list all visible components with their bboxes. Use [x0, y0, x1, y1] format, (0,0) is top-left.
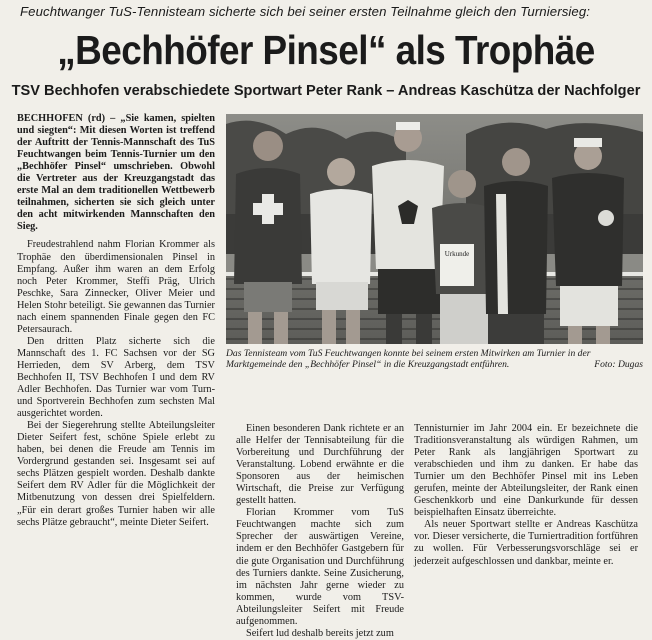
article-column-3 [414, 423, 638, 568]
certificate-text: Urkunde [444, 250, 470, 258]
body-paragraph: Den dritten Platz sicherte sich die Mannschaft des 1. FC Sachsen vor der SG Herrieden, dem SV Arberg, dem TSV Bechhofen II, TSV Bechhofen I und dem RV Adler Bechhofen. Das Turnier war vom Turn- und Sportverein Bechhofen zum sechsten Mal ausgerichtet worden. [17, 335, 215, 420]
headline: „Bechhöfer Pinsel“ als Trophäe [57, 27, 595, 73]
body-paragraph: Als neuer Sportwart stellte er Andreas Kaschütza vor. Dieser versicherte, die Turniertradition fortführen zu wollen. Für Verbesserungsvorschläge sei er jederzeit aufgeschlossen und dankbar, meinte er. [414, 519, 638, 567]
body-paragraph: Florian Krommer vom TuS Feuchtwangen machte sich zum Sprecher der auswärtigen Vereine, indem er den Bechhöfer Gastgebern für die gute Organisation und Durchführung des Turniers dankte. Seine Zusicherung, im nächsten Jahr gerne wieder zu kommen, wurde vom TSV-Abteilungsleiter Seifert mit Freude aufgenommen. [236, 507, 404, 627]
body-paragraph: Freudestrahlend nahm Florian Krommer als Trophäe den überdimensionalen Pinsel in Empfang. Außer ihm waren an dem Erfolg noch Peter Krommer, Steffi Präg, Ulrich Peschke, Sara Zinnecker, Oliver Meier und Helen Stohr beteiligt. Sie gewannen das Turnier nach einem spannenden Finale gegen den FC Petersaurach. [17, 239, 215, 335]
lead-paragraph [17, 113, 215, 233]
team-photo-image [226, 114, 643, 344]
subheadline: TSV Bechhofen verabschiedete Sportwart Peter Rank – Andreas Kaschütza der Nachfolger [11, 83, 641, 99]
article-column-2 [236, 423, 404, 640]
caption-text: Das Tennisteam vom TuS Feuchtwangen konnte bei seinem ersten Mitwirken am Turnier in der Marktgemeinde den „Bechhöfer Pinsel“ in die Kreuzgangstadt entführen. [226, 348, 591, 370]
article-column-1 [17, 113, 215, 529]
body-paragraph: Einen besonderen Dank richtete er an alle Helfer der Tennisabteilung für die Vorbereitung und Durchführung der Veranstaltung. Lobend erwähnte er die Sponsoren aus der heimischen Wirtschaft, die Preise zur Verfügung gestellt hatten. [236, 423, 404, 507]
lead-text: „Sie kamen, spielten und siegten“: Mit diesen Worten ist treffend der Auftritt der Tennis-Mannschaft des TuS Feuchtwangen beim Tennis-Turnier um den „Bechhöfer Pinsel“ umschrieben. Obwohl die Vertreter aus der Kreuzgangstadt das erste Mal an dem traditionellen Wettbewerb teilnahmen, sicherten sie sich gleich unter den acht mitwirkenden Mannschaften den Sieg. [17, 113, 216, 233]
photo-caption [226, 348, 643, 370]
photo-credit: Foto: Dugas [594, 359, 643, 370]
body-paragraph: Bei der Siegerehrung stellte Abteilungsleiter Dieter Seifert fest, schöne Spiele erlebt zu haben, bei denen die Freude am Tennis im Vordergrund gestanden sei. Insgesamt sei auf sechs Plätzen gespielt worden. Deshalb dankte Seifert dem RV Adler für die Möglichkeit der Mitbenutzung von dessen drei Spielfeldern. „Für ein derart großes Turnier haben wir alle sechs Plätze gebraucht“, meinte Dieter Seifert. [17, 420, 215, 528]
body-paragraph: Tennisturnier im Jahr 2004 ein. Er bezeichnete die Traditionsveranstaltung als würdigen Rahmen, um Peter Rank als langjährigen Sportwart zu verabschieden und ihm zu danken. Er habe das Turnier um den Bechhöfer Pinsel mit ins Leben gerufen, meinte der Abteilungsleiter, der Rank einen Geschenkkorb und eine Dankurkunde für dessen beispielhaften Einsatz überreichte. [414, 423, 638, 519]
body-paragraph: Seifert lud deshalb bereits jetzt zum [246, 627, 394, 639]
dateline: BECHHOFEN (rd) – [17, 113, 116, 124]
team-photo [226, 114, 643, 344]
kicker-line: Feuchtwanger TuS-Tennisteam sicherte sich bei seiner ersten Teilnahme gleich den Turniersieg: [20, 4, 591, 19]
